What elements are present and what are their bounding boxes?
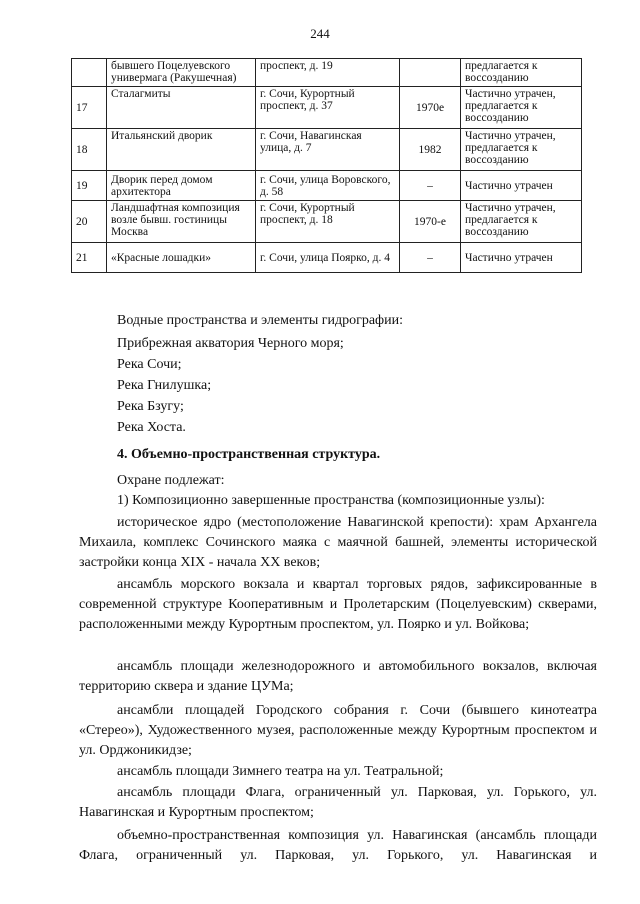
- monuments-table: [71, 58, 582, 273]
- water-intro: Водные пространства и элементы гидрографии:: [117, 313, 403, 328]
- monument-year: 1982: [400, 129, 461, 171]
- water-item: Река Сочи;: [117, 357, 182, 372]
- row-number: 20: [72, 201, 107, 243]
- paragraph: ансамбль площади Зимнего театра на ул. Театральной;: [117, 764, 444, 779]
- monument-year: 1970-е: [400, 201, 461, 243]
- water-item: Прибрежная акватория Черного моря;: [117, 336, 344, 351]
- monument-state: Частично утрачен, предлагается к воссозданию: [461, 201, 582, 243]
- monument-state: Частично утрачен: [461, 243, 582, 273]
- paragraph: объемно-пространственная композиция ул. Навагинская (ансамбль площади Флага, ограниченный ул. Парковая, ул. Горького, ул. Навагинская и: [79, 828, 597, 863]
- monument-year: [400, 59, 461, 87]
- row-number: 21: [72, 243, 107, 273]
- table-row: [72, 129, 582, 171]
- monument-name: Итальянский дворик: [107, 129, 256, 171]
- monument-year: –: [400, 243, 461, 273]
- section-heading: 4. Объемно-пространственная структура.: [117, 447, 381, 462]
- list-item-1: 1) Композиционно завершенные пространства (композиционные узлы):: [117, 493, 545, 508]
- monument-name: бывшего Поцелуевского универмага (Ракушечная): [107, 59, 256, 87]
- monument-name: Дворик перед домом архитектора: [107, 171, 256, 201]
- page-number: 244: [310, 26, 330, 41]
- monument-address: г. Сочи, Курортный проспект, д. 18: [256, 201, 400, 243]
- monument-name: Сталагмиты: [107, 87, 256, 129]
- table-row: [72, 201, 582, 243]
- table-row: [72, 243, 582, 273]
- row-number: 17: [72, 87, 107, 129]
- paragraph: историческое ядро (местоположение Навагинской крепости): храм Архангела Михаила, комплекс Сочинского маяка с маячной башней, элементы исторической застройки конца XIX - начала XX веков;: [79, 515, 597, 570]
- paragraph: ансамбли площадей Городского собрания г. Сочи (бывшего кинотеатра «Стерео»), Художественного музея, расположенные между Курортным проспектом и ул. Орджоникидзе;: [79, 703, 597, 758]
- monument-address: г. Сочи, улица Воровского, д. 58: [256, 171, 400, 201]
- row-number: 19: [72, 171, 107, 201]
- monument-year: 1970е: [400, 87, 461, 129]
- monument-name: Ландшафтная композиция возле бывш. гостиницы Москва: [107, 201, 256, 243]
- water-item: Река Гнилушка;: [117, 378, 212, 393]
- water-item: Река Хоста.: [117, 420, 186, 435]
- paragraph: ансамбль площади Флага, ограниченный ул. Парковая, ул. Горького, ул. Навагинская и Курортным проспектом;: [79, 785, 597, 820]
- protect-intro: Охране подлежат:: [117, 473, 225, 488]
- monument-state: Частично утрачен, предлагается к воссозданию: [461, 87, 582, 129]
- monument-address: г. Сочи, улица Поярко, д. 4: [256, 243, 400, 273]
- paragraph: ансамбль площади железнодорожного и автомобильного вокзалов, включая территорию сквера и здание ЦУМа;: [79, 659, 597, 694]
- row-number: 18: [72, 129, 107, 171]
- monument-year: –: [400, 171, 461, 201]
- paragraph: ансамбль морского вокзала и квартал торговых рядов, зафиксированные в современной структуре Кооперативным и Пролетарским (Поцелуевским) скверами, расположенными между Курортным проспектом, ул. Поярко и ул. Войкова;: [79, 577, 597, 632]
- table-row: [72, 171, 582, 201]
- table-row: [72, 59, 582, 87]
- water-item: Река Бзугу;: [117, 399, 184, 414]
- monument-state: предлагается к воссозданию: [461, 59, 582, 87]
- monument-address: г. Сочи, Навагинская улица, д. 7: [256, 129, 400, 171]
- row-number: [72, 59, 107, 87]
- monument-name: «Красные лошадки»: [107, 243, 256, 273]
- monument-state: Частично утрачен: [461, 171, 582, 201]
- monument-address: г. Сочи, Курортный проспект, д. 37: [256, 87, 400, 129]
- monument-state: Частично утрачен, предлагается к воссозданию: [461, 129, 582, 171]
- table-row: [72, 87, 582, 129]
- monument-address: проспект, д. 19: [256, 59, 400, 87]
